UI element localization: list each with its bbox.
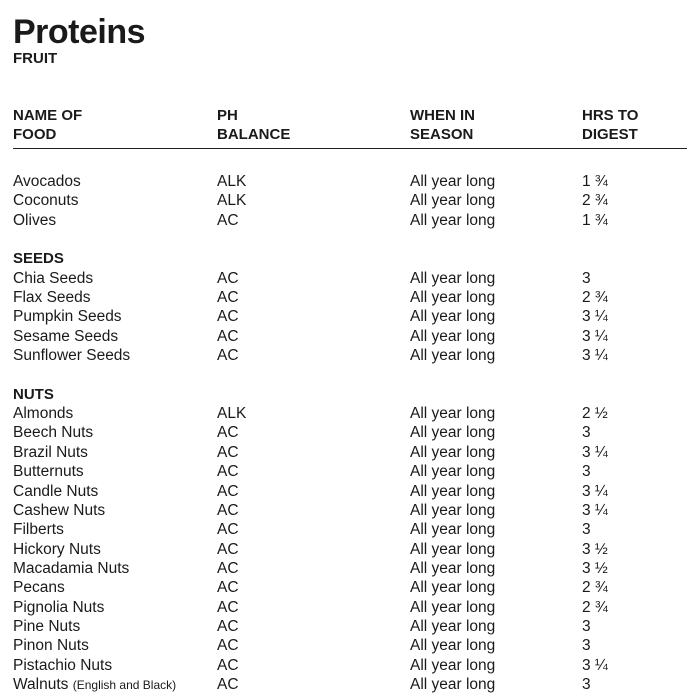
ph-balance-cell: AC <box>217 347 239 365</box>
food-name-cell <box>13 191 78 210</box>
ph-balance-cell: AC <box>217 598 239 616</box>
season-cell: All year long <box>410 482 496 500</box>
food-name-cell <box>13 443 88 462</box>
food-name-cell <box>13 675 176 695</box>
food-name-cell <box>13 404 73 423</box>
food-name: Filberts <box>13 521 64 539</box>
table-row <box>13 211 687 230</box>
table-row <box>13 327 687 346</box>
season-cell: All year long <box>410 501 496 519</box>
food-name: Sunflower Seeds <box>13 347 131 365</box>
header-line: FOOD <box>13 126 57 143</box>
header-line: HRS TO <box>582 107 639 124</box>
table-row <box>13 172 687 191</box>
header-line: WHEN IN <box>410 107 475 124</box>
ph-balance-cell: AC <box>217 269 239 287</box>
season-cell: All year long <box>410 424 496 442</box>
table-row <box>13 578 687 597</box>
food-name-cell <box>13 578 65 597</box>
food-name: Walnuts <box>13 675 69 693</box>
ph-balance-cell: AC <box>217 617 239 635</box>
food-name: Pinon Nuts <box>13 637 89 655</box>
table-row <box>13 307 687 326</box>
food-name-cell <box>13 346 130 365</box>
food-name: Pignolia Nuts <box>13 598 105 616</box>
hrs-to-digest-cell: 2 ¾ <box>582 192 608 210</box>
season-cell: All year long <box>410 617 496 635</box>
hrs-to-digest-cell: 3 ¼ <box>582 308 608 326</box>
table-row <box>13 675 687 694</box>
table-row <box>13 423 687 442</box>
food-name: Brazil Nuts <box>13 443 88 461</box>
hrs-to-digest-cell: 3 <box>582 269 591 287</box>
food-name-cell <box>13 501 105 520</box>
ph-balance-cell: ALK <box>217 173 247 190</box>
table-row <box>13 443 687 462</box>
table-row <box>13 482 687 501</box>
season-cell: All year long <box>410 540 496 558</box>
ph-balance-cell: AC <box>217 656 239 674</box>
hrs-to-digest-cell: 2 ¾ <box>582 598 608 616</box>
table-row <box>13 462 687 481</box>
food-name-cell <box>13 636 89 655</box>
hrs-to-digest-cell: 3 ½ <box>582 559 608 577</box>
food-name-cell <box>13 172 81 191</box>
page-subtitle: FRUIT <box>13 50 58 67</box>
hrs-to-digest-cell: 3 <box>582 463 591 481</box>
season-cell: All year long <box>410 289 496 307</box>
ph-balance-cell: AC <box>217 424 239 442</box>
table-row <box>13 559 687 578</box>
ph-balance-cell: AC <box>217 579 239 597</box>
table-row <box>13 288 687 307</box>
ph-balance-cell: AC <box>217 327 239 345</box>
season-cell: All year long <box>410 405 496 423</box>
table-row <box>13 404 687 423</box>
food-name-cell <box>13 520 64 539</box>
food-name: Hickory Nuts <box>13 540 101 558</box>
ph-balance-cell: ALK <box>217 192 247 210</box>
header-divider <box>13 148 687 149</box>
hrs-to-digest-cell: 3 ¼ <box>582 501 608 519</box>
season-cell: All year long <box>410 173 496 190</box>
ph-balance-cell: AC <box>217 637 239 655</box>
season-cell: All year long <box>410 269 496 287</box>
hrs-to-digest-cell: 3 <box>582 637 591 655</box>
ph-balance-cell: AC <box>217 675 239 693</box>
season-cell: All year long <box>410 637 496 655</box>
header-when-in-season <box>410 106 475 144</box>
section-spacer <box>13 230 687 249</box>
table-row <box>13 520 687 539</box>
hrs-to-digest-cell: 3 ¼ <box>582 656 608 674</box>
food-name-cell <box>13 269 93 288</box>
food-name: Pecans <box>13 579 65 597</box>
food-name: Pumpkin Seeds <box>13 308 122 326</box>
season-cell: All year long <box>410 598 496 616</box>
food-name: Candle Nuts <box>13 482 99 500</box>
page-title: Proteins <box>13 13 146 51</box>
hrs-to-digest-cell: 3 <box>582 617 591 635</box>
food-name: Almonds <box>13 405 74 423</box>
table-row <box>13 540 687 559</box>
ph-balance-cell: AC <box>217 559 239 577</box>
food-name: Coconuts <box>13 192 79 210</box>
food-note: (English and Black) <box>72 677 177 692</box>
table-row <box>13 191 687 210</box>
header-line: NAME OF <box>13 107 83 124</box>
food-name: Cashew Nuts <box>13 501 106 519</box>
food-name-cell <box>13 462 84 481</box>
food-name: Pine Nuts <box>13 617 81 635</box>
header-line: PH <box>217 107 238 124</box>
ph-balance-cell: ALK <box>217 405 247 423</box>
ph-balance-cell: AC <box>217 521 239 539</box>
table-row <box>13 617 687 636</box>
season-cell: All year long <box>410 656 496 674</box>
hrs-to-digest-cell: 3 ¼ <box>582 443 608 461</box>
ph-balance-cell: AC <box>217 501 239 519</box>
food-name: Macadamia Nuts <box>13 559 130 577</box>
season-cell: All year long <box>410 308 496 326</box>
season-cell: All year long <box>410 192 496 210</box>
food-name: Avocados <box>13 173 81 190</box>
season-cell: All year long <box>410 579 496 597</box>
food-name-cell <box>13 598 104 617</box>
hrs-to-digest-cell: 2 ¾ <box>582 289 608 307</box>
season-cell: All year long <box>410 443 496 461</box>
header-ph-balance <box>217 106 290 144</box>
season-cell: All year long <box>410 675 496 693</box>
ph-balance-cell: AC <box>217 308 239 326</box>
hrs-to-digest-cell: 3 ¼ <box>582 327 608 345</box>
ph-balance-cell: AC <box>217 482 239 500</box>
food-name-cell <box>13 617 80 636</box>
food-name-cell <box>13 307 122 326</box>
food-table <box>13 172 687 694</box>
food-name-cell <box>13 327 118 346</box>
hrs-to-digest-cell: 3 <box>582 675 591 693</box>
ph-balance-cell: AC <box>217 211 239 229</box>
food-name-cell <box>13 559 129 578</box>
ph-balance-cell: AC <box>217 443 239 461</box>
food-name: Chia Seeds <box>13 269 94 287</box>
header-line: BALANCE <box>217 126 291 143</box>
ph-balance-cell: AC <box>217 540 239 558</box>
hrs-to-digest-cell: 1 ¾ <box>582 173 608 190</box>
ph-balance-cell: AC <box>217 463 239 481</box>
food-name: Olives <box>13 211 57 229</box>
food-name: Flax Seeds <box>13 289 91 307</box>
food-name-cell <box>13 211 56 230</box>
header-hrs-to-digest <box>582 106 638 144</box>
hrs-to-digest-cell: 2 ½ <box>582 405 608 423</box>
season-cell: All year long <box>410 463 496 481</box>
food-name: Sesame Seeds <box>13 327 119 345</box>
table-row <box>13 346 687 365</box>
table-row <box>13 598 687 617</box>
ph-balance-cell: AC <box>217 289 239 307</box>
season-cell: All year long <box>410 559 496 577</box>
food-name-cell <box>13 656 112 675</box>
season-cell: All year long <box>410 327 496 345</box>
header-name-of-food <box>13 106 82 144</box>
hrs-to-digest-cell: 3 ¼ <box>582 347 608 365</box>
header-line: SEASON <box>410 126 474 143</box>
hrs-to-digest-cell: 2 ¾ <box>582 579 608 597</box>
hrs-to-digest-cell: 3 ¼ <box>582 482 608 500</box>
season-cell: All year long <box>410 521 496 539</box>
section-title: SEEDS <box>13 250 64 268</box>
food-name-cell <box>13 482 98 501</box>
food-name: Beech Nuts <box>13 424 94 442</box>
food-name-cell <box>13 288 91 307</box>
header-line: DIGEST <box>582 126 638 143</box>
table-row <box>13 636 687 655</box>
food-name-cell <box>13 423 93 442</box>
hrs-to-digest-cell: 3 <box>582 521 591 539</box>
hrs-to-digest-cell: 3 ½ <box>582 540 608 558</box>
table-row <box>13 656 687 675</box>
section-title: NUTS <box>13 385 54 403</box>
food-name-cell <box>13 540 101 559</box>
season-cell: All year long <box>410 211 496 229</box>
hrs-to-digest-cell: 3 <box>582 424 591 442</box>
food-name: Butternuts <box>13 463 84 481</box>
table-row <box>13 501 687 520</box>
food-name: Pistachio Nuts <box>13 656 113 674</box>
section-spacer <box>13 365 687 384</box>
table-row <box>13 269 687 288</box>
hrs-to-digest-cell: 1 ¾ <box>582 211 608 229</box>
season-cell: All year long <box>410 347 496 365</box>
